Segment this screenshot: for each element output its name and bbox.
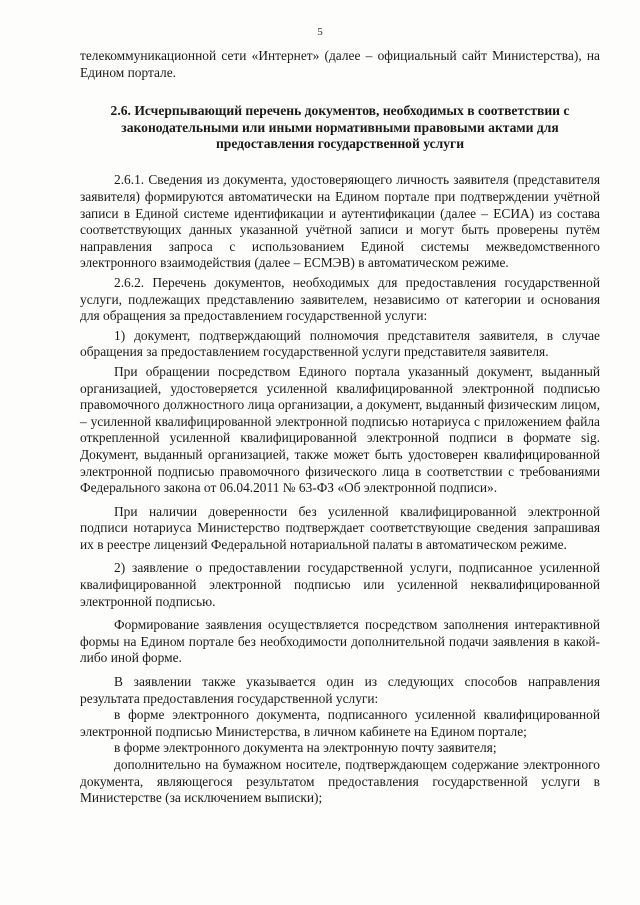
method-item-2: в форме электронного документа на электронную почту заявителя;: [114, 740, 497, 756]
list-item-1: 1) документ, подтверждающий полномочия представителя заявителя, в случае обращения за предоставлением государственной услуги представителя заявителя.: [80, 327, 600, 360]
paragraph-2-6-2: 2.6.2. Перечень документов, необходимых для предоставления государственной услуги, подлежащих представлению заявителем, независимо от категории и основания для обращения за предоставлением государственной услуги:: [80, 274, 600, 324]
method-item-3: дополнительно на бумажном носителе, подтверждающем содержание электронного документа, являющегося результатом предоставления государственной услуги в Министерстве (за исключением выписки);: [80, 757, 600, 806]
list-item-2: 2) заявление о предоставлении государственной услуги, подписанное усиленной квалифицированной электронной подписью или усиленной неквалифицированной электронной подписью.: [80, 560, 600, 609]
paragraph-2-6-1: 2.6.1. Сведения из документа, удостоверяющего личность заявителя (представителя заявителя) формируются автоматически на Едином портале при подтверждении учётной записи в Единой системе идентификации и аутентификации (далее – ЕСИА) из состава соответствующих данных указанной учётной записи и могут быть проверены путём направления запроса с использованием Единой системы межведомственного электронного взаимодействия (далее – ЕСМЭВ) в автоматическом режиме.: [80, 172, 600, 271]
paragraph-notary: При наличии доверенности без усиленной квалифицированной электронной подписи нотариуса Министерство подтверждает соответствующие сведения запрашивая их в реестре лицензий Федеральной нотариальной палаты в автоматическом режиме.: [80, 503, 600, 552]
section-heading: 2.6. Исчерпывающий перечень документов, необходимых в соответствии с законодательными или иными нормативными правовыми актами для предоставления государственной услуги: [110, 103, 570, 151]
document-body: [80, 48, 600, 807]
paragraph-form: Формирование заявления осуществляется посредством заполнения интерактивной формы на Едином портале без необходимости дополнительной подачи заявления в какой-либо иной форме.: [80, 617, 600, 666]
paragraph-methods: В заявлении также указывается один из следующих способов направления результата предоставления государственной услуги:: [80, 674, 600, 706]
method-item-1: в форме электронного документа, подписанного усиленной квалифицированной электронной подписью Министерства, в личном кабинете на Едином портале;: [80, 707, 600, 739]
paragraph-epgu-signature: При обращении посредством Единого портала указанный документ, выданный организацией, удостоверяется усиленной квалифицированной электронной подписью правомочного должностного лица организации, а документ, выданный физическим лицом, – усиленной квалифицированной электронной подписью нотариуса с приложением файла открепленной усиленной квалифицированной электронной подписи в формате sig. Документ, выданный организацией, также может быть удостоверен квалифицированной электронной подписью правомочного физического лица в соответствии с требованиями Федерального закона от 06.04.2011 № 63-ФЗ «Об электронной подписи».: [80, 363, 600, 496]
intro-paragraph: телекоммуникационной сети «Интернет» (далее – официальный сайт Министерства), на Едином портале.: [80, 48, 600, 80]
page-number: 5: [317, 26, 323, 38]
